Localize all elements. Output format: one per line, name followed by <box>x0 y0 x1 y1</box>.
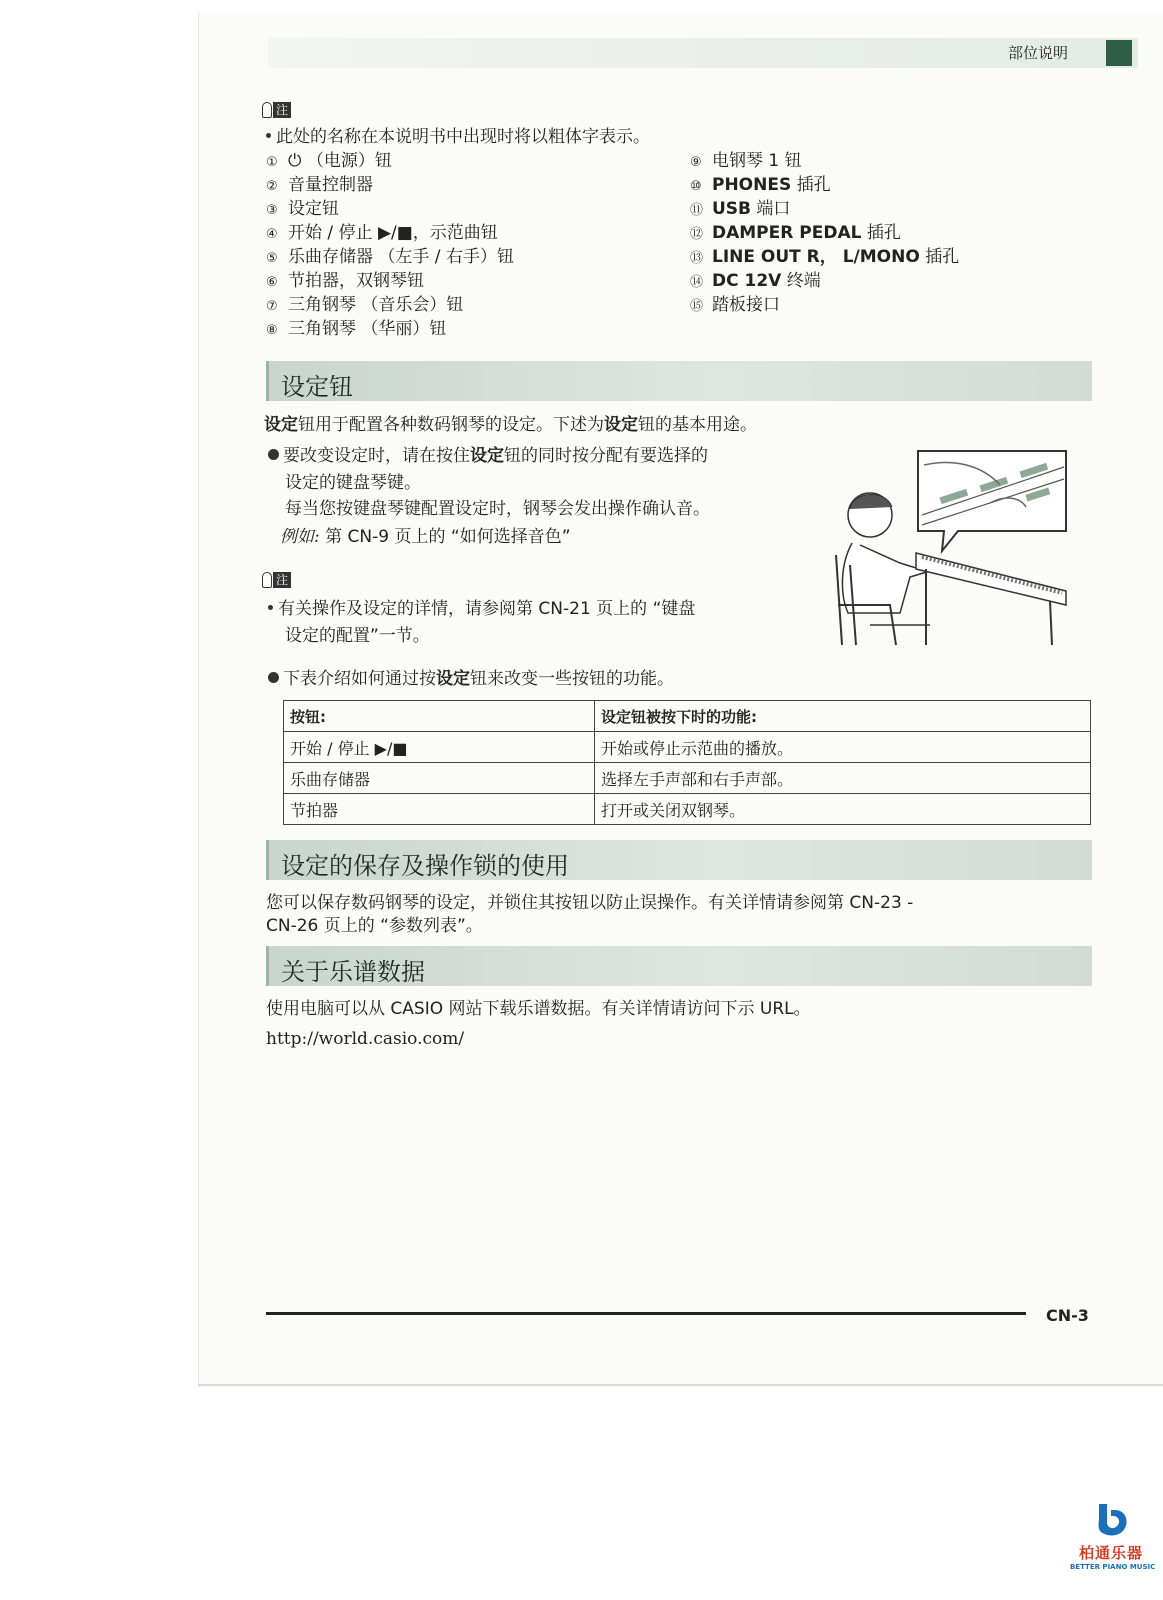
part-number: ③ <box>266 203 278 218</box>
part-label-bold: DC 12V <box>712 271 782 291</box>
table-row <box>284 794 1091 825</box>
part-label: 乐曲存储器 （左手 / 右手）钮 <box>288 247 514 267</box>
bold-term: 设定 <box>264 415 298 435</box>
section-title: 设定钮 <box>281 373 353 401</box>
section-title: 关于乐谱数据 <box>281 958 425 986</box>
bold-term: 设定 <box>470 446 504 466</box>
save-lock-line1: 您可以保存数码钢琴的设定，并锁住其按钮以防止误操作。有关详情请参阅第 CN-23 - <box>266 893 914 913</box>
part-label: 设定钮 <box>288 199 339 219</box>
part-number: ⑦ <box>266 299 278 314</box>
footer-rule <box>266 1312 1026 1315</box>
bullet-text: 钮的同时按分配有要选择的 <box>504 446 708 466</box>
part-label: 三角钢琴 （华丽）钮 <box>288 319 447 339</box>
part-number: ⑩ <box>690 179 702 194</box>
part-item <box>266 198 514 222</box>
intro-text: 钮的基本用途。 <box>638 415 757 435</box>
bullet-change-settings <box>268 445 708 467</box>
part-item <box>266 270 514 294</box>
bullet-text: 要改变设定时，请在按住 <box>283 446 470 466</box>
example-line <box>280 526 571 548</box>
button-function-table <box>283 700 1091 825</box>
intro-text: 钮用于配置各种数码钢琴的设定。下述为 <box>298 415 604 435</box>
part-item <box>690 246 959 270</box>
bold-term: 设定 <box>436 669 470 689</box>
note-details-line2: 设定的配置”一节。 <box>285 626 430 646</box>
part-item <box>690 150 959 174</box>
note-label: 注 <box>273 572 291 588</box>
part-label: 节拍器，双钢琴钮 <box>288 271 424 291</box>
part-label: 插孔 <box>791 175 831 195</box>
part-label: 终端 <box>781 271 821 291</box>
bullet-icon <box>266 133 271 138</box>
table-cell: 乐曲存储器 <box>284 763 595 794</box>
table-header-cell: 设定钮被按下时的功能: <box>595 701 1091 732</box>
table-intro-text: 下表介绍如何通过按 <box>283 669 436 689</box>
section-title: 设定的保存及操作锁的使用 <box>281 852 569 880</box>
part-item <box>266 222 514 246</box>
paper-edge <box>198 1384 1163 1394</box>
part-item <box>266 318 514 342</box>
page-number: CN-3 <box>1046 1306 1089 1325</box>
settings-intro <box>264 414 757 436</box>
note-label: 注 <box>273 102 291 118</box>
part-number: ④ <box>266 227 278 242</box>
part-number: ⑬ <box>690 251 704 266</box>
part-item <box>690 270 959 294</box>
note-badge <box>262 102 291 118</box>
part-number: ⑭ <box>690 275 704 290</box>
parts-list-right <box>690 150 959 318</box>
bullet-line2: 设定的键盘琴键。 <box>285 473 421 493</box>
bullet-icon <box>268 672 279 683</box>
note-pin-icon <box>262 572 272 588</box>
example-text: 第 CN-9 页上的 “如何选择音色” <box>325 527 571 547</box>
table-cell: 打开或关闭双钢琴。 <box>595 794 1091 825</box>
intro-note-text: 此处的名称在本说明书中出现时将以粗体字表示。 <box>276 127 650 147</box>
piano-player-illustration <box>830 445 1070 653</box>
intro-note <box>266 126 650 148</box>
note-text: 有关操作及设定的详情，请参阅第 CN-21 页上的 “键盘 <box>278 599 696 619</box>
parts-list-left <box>266 150 514 342</box>
part-number: ⑨ <box>690 155 702 170</box>
table-header-cell: 按钮: <box>284 701 595 732</box>
table-cell: 开始 / 停止 ▶/■ <box>284 732 595 763</box>
part-item <box>690 222 959 246</box>
part-label-bold: PHONES <box>712 175 792 195</box>
part-label: 踏板接口 <box>712 295 780 315</box>
part-item <box>690 294 959 318</box>
casio-url-link[interactable]: http://world.casio.com/ <box>266 1029 465 1049</box>
part-label-bold: LINE OUT R， L/MONO <box>712 247 920 267</box>
bullet-icon <box>268 449 279 460</box>
part-number: ⑮ <box>690 299 704 314</box>
table-cell: 选择左手声部和右手声部。 <box>595 763 1091 794</box>
part-item <box>690 174 959 198</box>
part-number: ② <box>266 179 278 194</box>
part-number: ⑧ <box>266 323 278 338</box>
part-label: 三角钢琴 （音乐会）钮 <box>288 295 464 315</box>
score-data-line1: 使用电脑可以从 CASIO 网站下载乐谱数据。有关详情请访问下示 URL。 <box>266 999 811 1019</box>
part-number: ⑫ <box>690 227 704 242</box>
section-heading-save-lock <box>266 840 1092 880</box>
part-item <box>266 174 514 198</box>
table-cell: 开始或停止示范曲的播放。 <box>595 732 1091 763</box>
table-intro-text: 钮来改变一些按钮的功能。 <box>470 669 674 689</box>
note-details <box>268 598 695 620</box>
table-row <box>284 763 1091 794</box>
part-item <box>690 198 959 222</box>
table-row <box>284 732 1091 763</box>
part-label-bold: DAMPER PEDAL <box>712 223 862 243</box>
part-label: ⏻ （电源）钮 <box>288 151 392 171</box>
note-pin-icon <box>262 102 272 118</box>
table-header-row <box>284 701 1091 732</box>
part-number: ⑥ <box>266 275 278 290</box>
part-label: 电钢琴 1 钮 <box>712 151 802 171</box>
part-label: 端口 <box>751 199 791 219</box>
part-label: 插孔 <box>919 247 960 267</box>
bullet-icon <box>268 605 273 610</box>
note-badge <box>262 572 291 588</box>
table-cell: 节拍器 <box>284 794 595 825</box>
example-label: 例如: <box>280 527 320 547</box>
header-marker <box>1106 40 1132 66</box>
part-label: 音量控制器 <box>288 175 373 195</box>
part-label-bold: USB <box>712 199 752 219</box>
logo-mark-icon <box>1091 1502 1131 1538</box>
logo-name: 柏通乐器 <box>1078 1544 1143 1562</box>
watermark-logo <box>1070 1502 1156 1571</box>
part-item <box>266 294 514 318</box>
bold-term: 设定 <box>604 415 638 435</box>
section-heading-score-data <box>266 946 1092 986</box>
save-lock-line2: CN-26 页上的 “参数列表”。 <box>266 916 483 936</box>
part-item <box>266 246 514 270</box>
header-title: 部位说明 <box>1008 44 1069 62</box>
part-label: 开始 / 停止 ▶/■，示范曲钮 <box>288 223 498 243</box>
part-number: ⑪ <box>690 203 704 218</box>
part-item <box>266 150 514 174</box>
part-number: ① <box>266 155 278 170</box>
logo-subtitle: BETTER PIANO MUSIC <box>1070 1563 1156 1571</box>
bullet-line3: 每当您按键盘琴键配置设定时，钢琴会发出操作确认音。 <box>285 499 710 519</box>
part-label: 插孔 <box>861 223 901 243</box>
section-heading-settings <box>266 361 1092 401</box>
table-intro <box>268 668 674 690</box>
part-number: ⑤ <box>266 251 278 266</box>
